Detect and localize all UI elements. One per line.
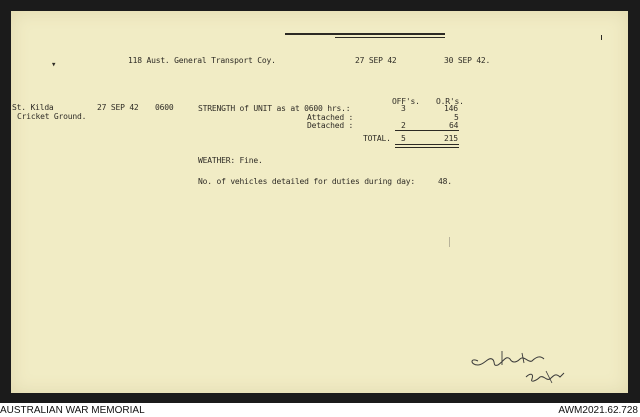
vehicles-label: No. of vehicles detailed for duties during day:: [198, 177, 415, 186]
archive-caption-left: AUSTRALIAN WAR MEMORIAL: [0, 405, 145, 416]
total-double-rule-1: [395, 144, 459, 145]
ors-strength: 146: [444, 104, 458, 113]
handwritten-signature: [466, 343, 576, 389]
ors-detached: 64: [449, 121, 459, 130]
margin-mark: ▾: [51, 60, 57, 70]
total-double-rule-2: [395, 147, 459, 148]
entry-date: 27 SEP 42: [97, 103, 139, 112]
ors-total: 215: [444, 134, 458, 143]
pencil-mark: [449, 237, 450, 247]
date-to: 30 SEP 42.: [444, 56, 491, 65]
ors-header: O.R's.: [436, 97, 464, 106]
document-page: [11, 11, 628, 393]
offrs-detached: 2: [401, 121, 406, 130]
header-rule-2: [335, 37, 445, 38]
offrs-strength: 3: [401, 104, 406, 113]
vehicles-value: 48.: [438, 177, 452, 186]
total-label: TOTAL.: [363, 134, 391, 143]
header-rule: [285, 33, 445, 35]
detached-label: Detached :: [307, 121, 354, 130]
archive-caption-right: AWM2021.62.728: [558, 405, 638, 416]
weather-line: WEATHER: Fine.: [198, 156, 263, 165]
offrs-header: OFF's.: [392, 97, 420, 106]
entry-time: 0600: [155, 103, 174, 112]
corner-mark: [601, 35, 602, 40]
ors-attached: 5: [454, 113, 459, 122]
total-rule: [395, 130, 459, 131]
strength-label: STRENGTH of UNIT as at 0600 hrs.:: [198, 104, 351, 113]
date-from: 27 SEP 42: [355, 56, 397, 65]
attached-label: Attached :: [307, 113, 354, 122]
unit-name: 118 Aust. General Transport Coy.: [128, 56, 276, 65]
offrs-total: 5: [401, 134, 406, 143]
place-line-2: Cricket Ground.: [17, 112, 87, 121]
place-line-1: St. Kilda: [12, 103, 54, 112]
